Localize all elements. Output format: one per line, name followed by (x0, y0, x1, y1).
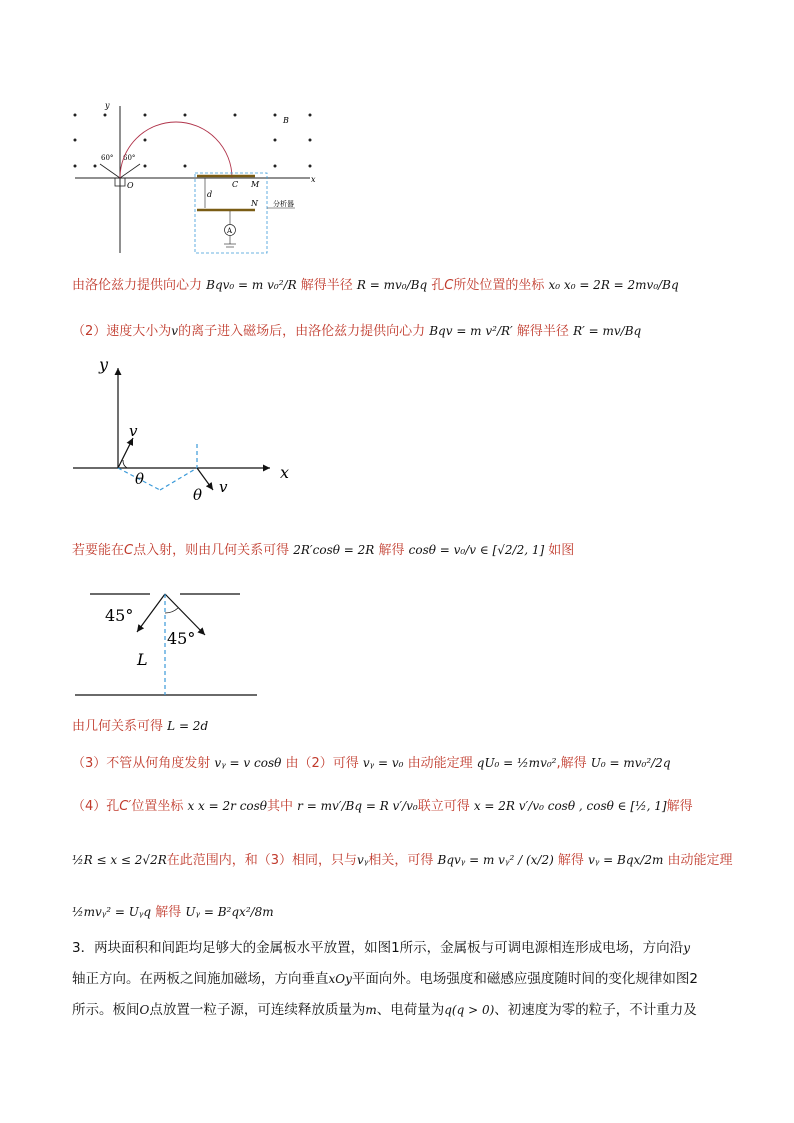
formula: R′ = mv/Bq (573, 324, 642, 338)
formula: vᵧ (357, 853, 369, 867)
text: 、初速度为零的粒子，不计重力及 (494, 1002, 697, 1018)
text: 3．两块面积和间距均足够大的金属板水平放置，如图1所示，金属板与可调电源相连形成电场，方向沿 (72, 940, 684, 956)
symbol: y (683, 941, 690, 955)
figure-magnetic-field-analyzer (65, 98, 325, 258)
solution-line-8 (72, 903, 274, 922)
symbol: O (139, 1003, 150, 1017)
text: 解得半径 (300, 278, 353, 293)
text: 孔 (431, 278, 445, 293)
formula: Bqvᵧ = m vᵧ² / (x/2) (437, 853, 554, 867)
formula: Bqv₀ = m v₀²/R (206, 278, 297, 292)
text: （4）孔 (72, 799, 120, 814)
symbol: xOy (328, 972, 352, 986)
formula: L = 2d (167, 719, 209, 733)
formula: ½mvᵧ² = Uᵧq (72, 905, 152, 919)
formula: x x = 2r cosθ (187, 799, 268, 813)
text: 联立可得 (417, 799, 470, 814)
fig1-point-c: C (232, 180, 239, 189)
symbol: C (124, 543, 134, 558)
fig1-gap-d: d (207, 190, 213, 199)
fig2-theta-1: θ (135, 470, 145, 488)
figure-45-degree (65, 585, 275, 705)
solution-line-4 (72, 717, 208, 736)
text: 若要能在 (72, 543, 125, 558)
text: 点放置一粒子源，可连续释放质量为 (149, 1002, 366, 1018)
text: 点入射，则由几何关系可得 (133, 543, 290, 558)
fig2-v-top: v (129, 422, 138, 440)
problem-3-line-2 (72, 964, 732, 995)
text: 平面向外。电场强度和磁感应强度随时间的变化规律如图2 (351, 971, 698, 987)
solution-line-5 (72, 754, 671, 773)
fig2-x-label: x (280, 463, 290, 482)
text: 由（2）可得 (285, 756, 359, 771)
formula: cosθ = v₀/v ∈ [√2/2, 1] (408, 543, 545, 557)
text: 如图 (548, 543, 575, 558)
solution-line-1 (72, 276, 679, 295)
fig3-angle-2: 45° (167, 629, 196, 648)
text: 解得半径 (516, 324, 569, 339)
problem-3-line-3 (72, 995, 732, 1026)
fig2-theta-2: θ (193, 486, 203, 504)
formula: r = mv′/Bq = R v′/v₀ (297, 799, 418, 813)
formula: x = 2R v′/v₀ cosθ , cosθ ∈ [½, 1] (473, 799, 667, 813)
fig1-x-label: x (311, 175, 316, 184)
formula: Bqv = m v²/R′ (429, 324, 513, 338)
text: 解得 (557, 853, 584, 868)
formula: 2R′cosθ = 2R (293, 543, 375, 557)
text: 解得 (666, 799, 693, 814)
formula: Uᵧ = B²qx²/8m (185, 905, 274, 919)
fig1-angle-right: 60° (123, 154, 136, 162)
solution-line-7 (72, 851, 733, 870)
text: 的离子进入磁场后，由洛伦兹力提供向心力 (178, 324, 426, 339)
fig2-v-bottom: v (219, 478, 228, 496)
fig1-origin-label: O (127, 181, 134, 190)
formula: vᵧ = v cosθ (214, 756, 282, 770)
text: 其中 (267, 799, 294, 814)
formula: ½R ≤ x ≤ 2√2R (72, 853, 167, 867)
fig1-ammeter: A (227, 227, 233, 235)
text: 、电荷量为 (376, 1002, 445, 1018)
formula: vᵧ = Bqx/2m (588, 853, 664, 867)
text: 在此范围内，和（3）相同，只与 (166, 853, 358, 868)
problem-3-line-1 (72, 933, 732, 964)
fig1-plate-n: N (251, 199, 258, 208)
text: ,解得 (556, 756, 587, 771)
fig1-angle-left: 60° (101, 154, 114, 162)
solution-line-3 (72, 541, 574, 560)
solution-line-2 (72, 322, 641, 341)
fig1-analyzer-label: 分析器 (273, 200, 294, 208)
formula: R = mv₀/Bq (356, 278, 428, 292)
symbol: v (171, 324, 179, 338)
solution-line-6 (72, 797, 693, 816)
text: 位置坐标 (131, 799, 184, 814)
figure-velocity-angle (65, 352, 305, 512)
problem-3 (72, 933, 732, 1026)
symbol: m (365, 1003, 377, 1017)
fig1-y-label: y (105, 101, 110, 110)
text: 由洛伦兹力提供向心力 (72, 278, 203, 293)
symbol: C′ (119, 799, 132, 814)
text: 由几何关系可得 (72, 719, 164, 734)
text: 解得 (378, 543, 405, 558)
formula: x₀ x₀ = 2R = 2mv₀/Bq (548, 278, 679, 292)
text: 所示。板间 (72, 1002, 140, 1018)
text: 解得 (155, 905, 182, 920)
text: 轴正方向。在两板之间施加磁场，方向垂直 (72, 971, 329, 987)
fig1-field-label: B (283, 116, 289, 125)
fig1-plate-m: M (251, 180, 260, 189)
formula: qU₀ = ½mv₀² (476, 756, 557, 770)
text: 所处位置的坐标 (453, 278, 545, 293)
text: 相关，可得 (368, 853, 434, 868)
symbol: C (444, 278, 454, 293)
formula: U₀ = mv₀²/2q (590, 756, 671, 770)
fig3-length-l: L (137, 650, 148, 669)
text: （2）速度大小为 (72, 324, 172, 339)
symbol: q(q > 0) (444, 1003, 495, 1017)
text: 由动能定理 (407, 756, 473, 771)
text: 由动能定理 (667, 853, 733, 868)
fig3-angle-1: 45° (105, 606, 134, 625)
fig2-y-label: y (99, 355, 109, 374)
text: （3）不管从何角度发射 (72, 756, 211, 771)
formula: vᵧ = v₀ (362, 756, 404, 770)
